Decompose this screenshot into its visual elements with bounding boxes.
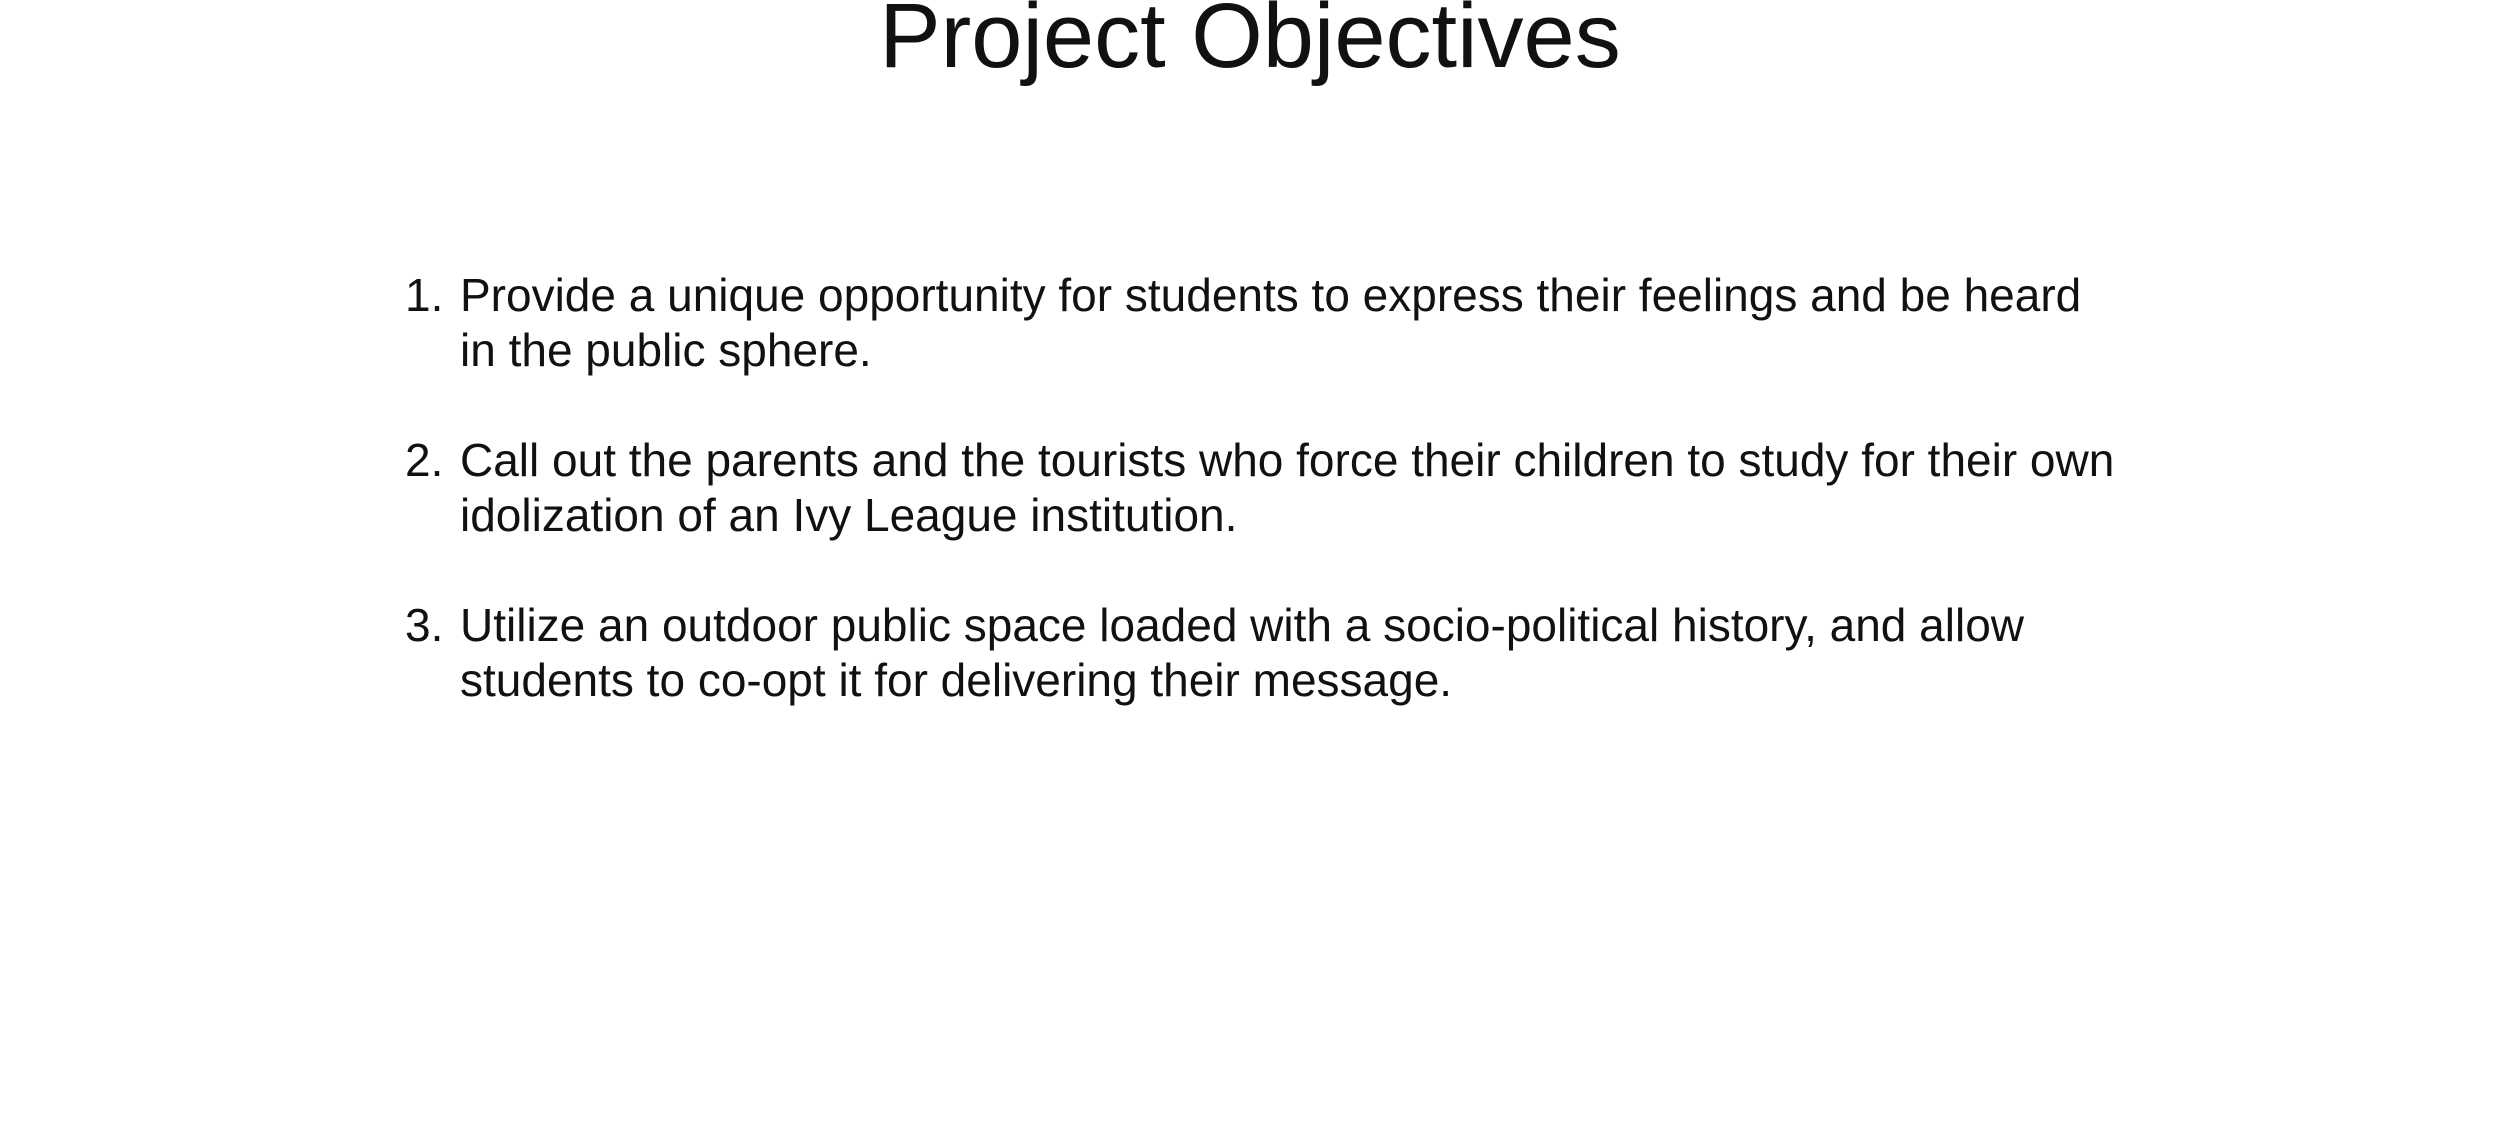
objective-text: Utilize an outdoor public space loaded with a socio-political history, and allow students to co-opt it for delivering their message. bbox=[460, 599, 2024, 706]
objective-item bbox=[405, 433, 2125, 543]
objective-number: 3. bbox=[405, 599, 444, 651]
objective-text: Provide a unique opportunity for students to express their feelings and be heard in the public sphere. bbox=[460, 269, 2082, 376]
objectives-list bbox=[405, 268, 2125, 708]
objective-number: 1. bbox=[405, 269, 444, 321]
objective-text: Call out the parents and the tourists who force their children to study for their own idolization of an Ivy League institution. bbox=[460, 434, 2115, 541]
objective-item bbox=[405, 268, 2125, 378]
objective-item bbox=[405, 598, 2125, 708]
objective-number: 2. bbox=[405, 434, 444, 486]
slide-title: Project Objectives bbox=[879, 0, 1621, 87]
